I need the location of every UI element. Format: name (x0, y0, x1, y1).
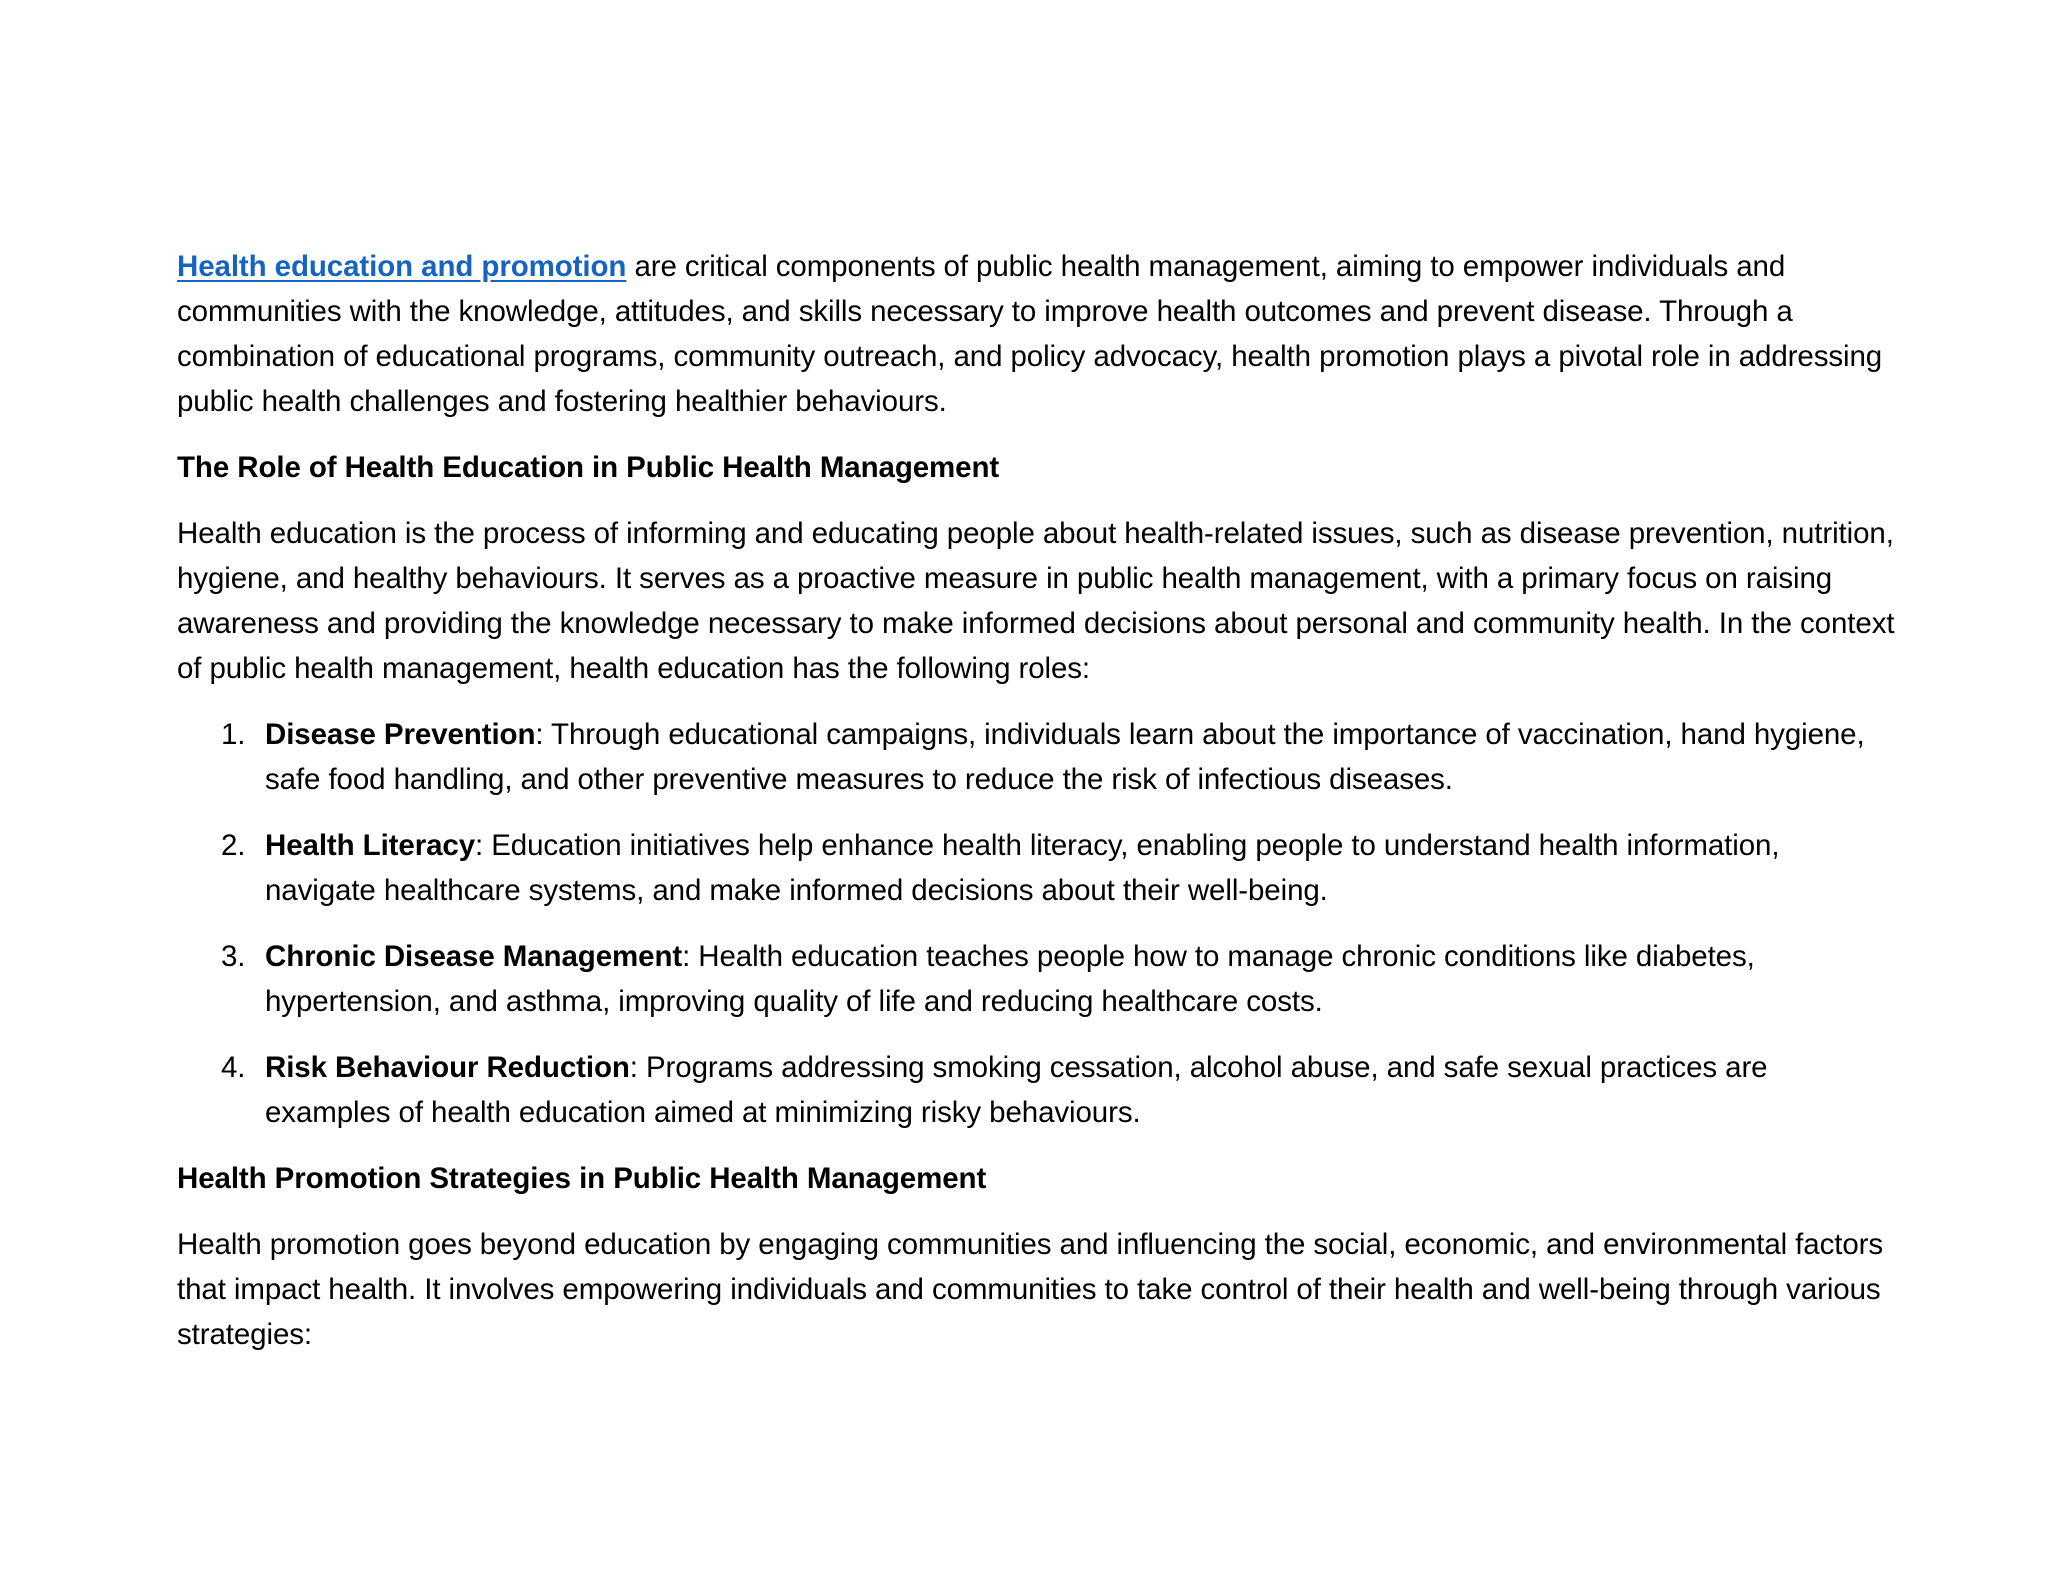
section-heading-health-education: The Role of Health Education in Public Health Management (177, 451, 1000, 484)
list-item-term: Health Literacy (265, 829, 475, 862)
list-item-text: : Education initiatives help enhance health literacy, enabling people to understand health information, navigate healthcare systems, and make informed decisions about their well-being. (265, 829, 1780, 907)
intro-text: are critical components of public health management, aiming to empower individuals and communities with the knowledge, attitudes, and skills necessary to improve health outcomes and prevent disease. Through a combination of educational programs, community outreach, and policy advocacy, health promotion plays a pivotal role in addressing public health challenges and fostering healthier behaviours. (177, 250, 1883, 418)
health-promotion-paragraph: Health promotion goes beyond education by engaging communities and influencing the social, economic, and environmental factors that impact health. It involves empowering individuals and communities to take control of their health and well-being through various strategies: (177, 1228, 1884, 1351)
list-item-number: 2. (221, 829, 246, 862)
list-item-term: Risk Behaviour Reduction (265, 1051, 630, 1084)
list-item-number: 4. (221, 1051, 246, 1084)
list-item-number: 3. (221, 940, 246, 973)
list-item-number: 1. (221, 718, 246, 751)
list-item (177, 823, 1897, 913)
list-item-text: : Through educational campaigns, individuals learn about the importance of vaccination, hand hygiene, safe food handling, and other preventive measures to reduce the risk of infectious diseases. (265, 718, 1865, 796)
list-item-term: Chronic Disease Management (265, 940, 683, 973)
list-item-text: : Programs addressing smoking cessation, alcohol abuse, and safe sexual practices are examples of health education aimed at minimizing risky behaviours. (265, 1051, 1768, 1129)
list-item (177, 1045, 1897, 1135)
health-education-paragraph: Health education is the process of informing and educating people about health-related issues, such as disease prevention, nutrition, hygiene, and healthy behaviours. It serves as a proactive measure in public health management, with a primary focus on raising awareness and providing the knowledge necessary to make informed decisions about personal and community health. In the context of public health management, health education has the following roles: (177, 517, 1895, 685)
section-heading-health-promotion: Health Promotion Strategies in Public Health Management (177, 1162, 987, 1195)
health-education-roles-list (177, 712, 1897, 1135)
list-item-text: : Health education teaches people how to manage chronic conditions like diabetes, hypertension, and asthma, improving quality of life and reducing healthcare costs. (265, 940, 1755, 1018)
intro-hyperlink[interactable]: Health education and promotion (177, 250, 627, 283)
intro-paragraph (177, 244, 1897, 424)
list-item (177, 712, 1897, 802)
list-item (177, 934, 1897, 1024)
document-page (177, 244, 1897, 1378)
list-item-term: Disease Prevention (265, 718, 536, 751)
